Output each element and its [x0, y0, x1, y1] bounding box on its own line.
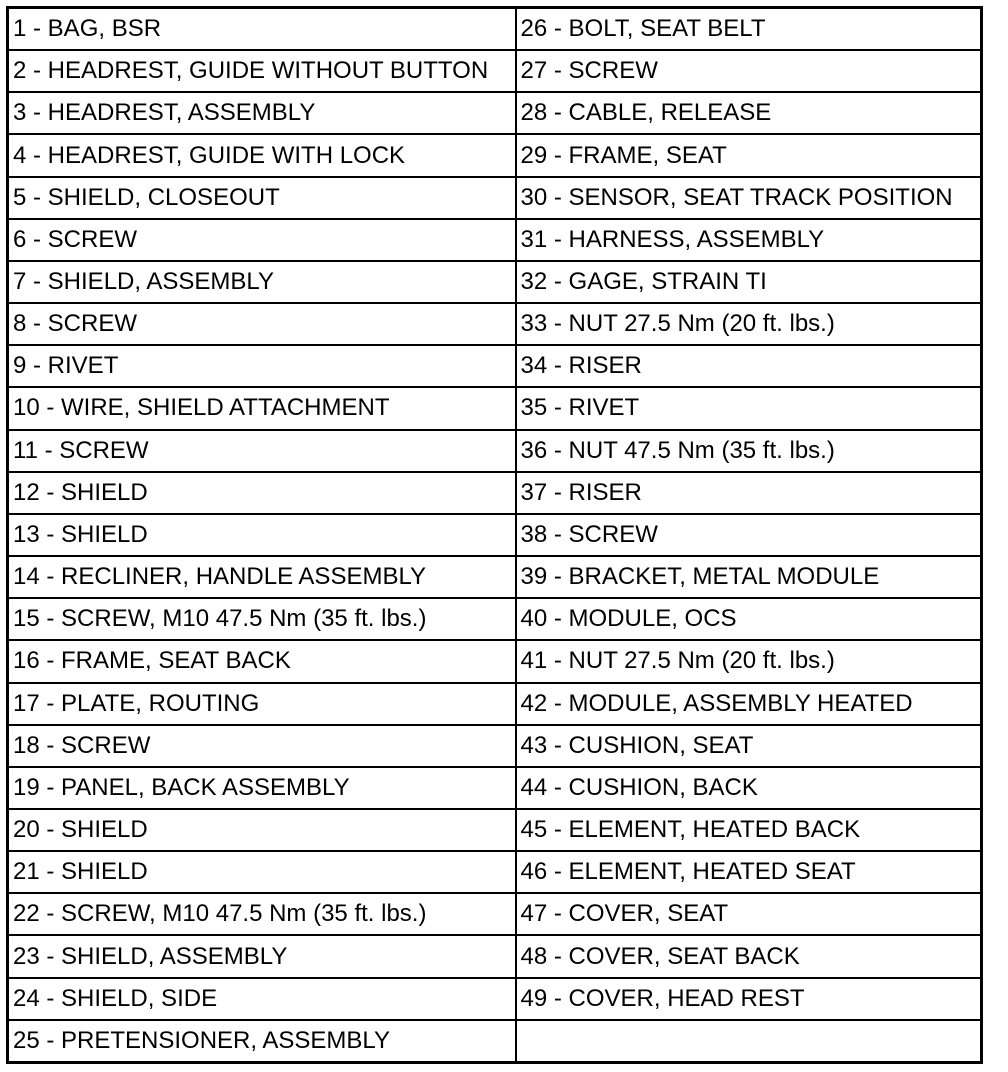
part-item-right: [516, 1020, 982, 1063]
table-row: [8, 387, 982, 429]
part-item-left: 22 - SCREW, M10 47.5 Nm (35 ft. lbs.): [8, 893, 516, 935]
part-item-left: 7 - SHIELD, ASSEMBLY: [8, 261, 516, 303]
part-item-left: 17 - PLATE, ROUTING: [8, 683, 516, 725]
part-item-right: 43 - CUSHION, SEAT: [516, 725, 982, 767]
part-item-right: 46 - ELEMENT, HEATED SEAT: [516, 851, 982, 893]
part-item-left: 1 - BAG, BSR: [8, 8, 516, 51]
part-item-left: 19 - PANEL, BACK ASSEMBLY: [8, 767, 516, 809]
part-item-right: 49 - COVER, HEAD REST: [516, 978, 982, 1020]
part-item-right: 37 - RISER: [516, 472, 982, 514]
table-row: [8, 767, 982, 809]
part-item-left: 5 - SHIELD, CLOSEOUT: [8, 177, 516, 219]
table-row: [8, 8, 982, 51]
table-row: [8, 92, 982, 134]
table-row: [8, 598, 982, 640]
part-item-left: 2 - HEADREST, GUIDE WITHOUT BUTTON: [8, 50, 516, 92]
table-row: [8, 345, 982, 387]
parts-legend-body: [8, 8, 982, 1063]
part-item-left: 6 - SCREW: [8, 219, 516, 261]
table-row: [8, 261, 982, 303]
table-row: [8, 809, 982, 851]
table-row: [8, 430, 982, 472]
table-row: [8, 177, 982, 219]
table-row: [8, 851, 982, 893]
table-row: [8, 978, 982, 1020]
part-item-left: 16 - FRAME, SEAT BACK: [8, 640, 516, 682]
part-item-right: 45 - ELEMENT, HEATED BACK: [516, 809, 982, 851]
part-item-right: 36 - NUT 47.5 Nm (35 ft. lbs.): [516, 430, 982, 472]
table-row: [8, 303, 982, 345]
part-item-left: 3 - HEADREST, ASSEMBLY: [8, 92, 516, 134]
part-item-right: 35 - RIVET: [516, 387, 982, 429]
part-item-right: 48 - COVER, SEAT BACK: [516, 935, 982, 977]
part-item-right: 42 - MODULE, ASSEMBLY HEATED: [516, 683, 982, 725]
part-item-left: 18 - SCREW: [8, 725, 516, 767]
part-item-left: 21 - SHIELD: [8, 851, 516, 893]
part-item-left: 4 - HEADREST, GUIDE WITH LOCK: [8, 134, 516, 176]
part-item-right: 39 - BRACKET, METAL MODULE: [516, 556, 982, 598]
table-row: [8, 725, 982, 767]
part-item-right: 33 - NUT 27.5 Nm (20 ft. lbs.): [516, 303, 982, 345]
part-item-right: 31 - HARNESS, ASSEMBLY: [516, 219, 982, 261]
part-item-right: 29 - FRAME, SEAT: [516, 134, 982, 176]
part-item-left: 11 - SCREW: [8, 430, 516, 472]
part-item-right: 40 - MODULE, OCS: [516, 598, 982, 640]
part-item-left: 23 - SHIELD, ASSEMBLY: [8, 935, 516, 977]
part-item-left: 8 - SCREW: [8, 303, 516, 345]
part-item-right: 26 - BOLT, SEAT BELT: [516, 8, 982, 51]
part-item-right: 32 - GAGE, STRAIN TI: [516, 261, 982, 303]
part-item-left: 24 - SHIELD, SIDE: [8, 978, 516, 1020]
part-item-right: 41 - NUT 27.5 Nm (20 ft. lbs.): [516, 640, 982, 682]
part-item-left: 15 - SCREW, M10 47.5 Nm (35 ft. lbs.): [8, 598, 516, 640]
part-item-left: 20 - SHIELD: [8, 809, 516, 851]
table-row: [8, 935, 982, 977]
part-item-left: 14 - RECLINER, HANDLE ASSEMBLY: [8, 556, 516, 598]
table-row: [8, 640, 982, 682]
part-item-right: 38 - SCREW: [516, 514, 982, 556]
part-item-right: 28 - CABLE, RELEASE: [516, 92, 982, 134]
parts-legend-table: [6, 6, 983, 1064]
part-item-left: 13 - SHIELD: [8, 514, 516, 556]
part-item-right: 27 - SCREW: [516, 50, 982, 92]
part-item-right: 30 - SENSOR, SEAT TRACK POSITION: [516, 177, 982, 219]
part-item-left: 25 - PRETENSIONER, ASSEMBLY: [8, 1020, 516, 1063]
table-row: [8, 472, 982, 514]
part-item-right: 44 - CUSHION, BACK: [516, 767, 982, 809]
table-row: [8, 514, 982, 556]
table-row: [8, 683, 982, 725]
table-row: [8, 1020, 982, 1063]
part-item-left: 10 - WIRE, SHIELD ATTACHMENT: [8, 387, 516, 429]
table-row: [8, 893, 982, 935]
table-row: [8, 50, 982, 92]
part-item-right: 47 - COVER, SEAT: [516, 893, 982, 935]
table-row: [8, 219, 982, 261]
table-row: [8, 556, 982, 598]
part-item-left: 9 - RIVET: [8, 345, 516, 387]
table-row: [8, 134, 982, 176]
part-item-right: 34 - RISER: [516, 345, 982, 387]
part-item-left: 12 - SHIELD: [8, 472, 516, 514]
